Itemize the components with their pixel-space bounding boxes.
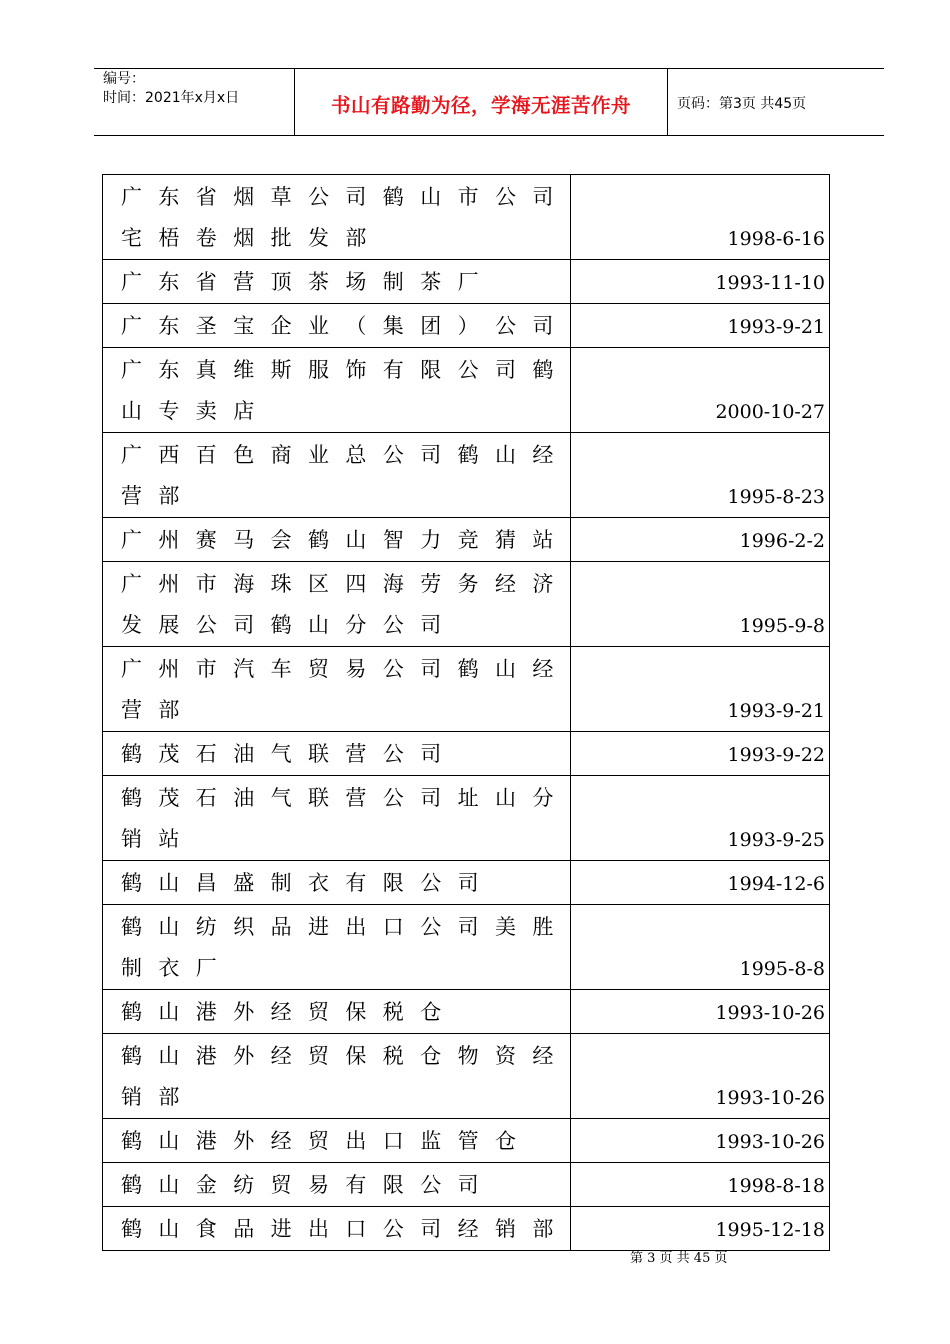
date-cell bbox=[570, 562, 829, 647]
page-footer: 第 3 页 共 45 页 bbox=[630, 1251, 728, 1266]
company-name-cell bbox=[103, 732, 571, 776]
company-table bbox=[102, 174, 830, 1251]
table-row bbox=[103, 518, 830, 562]
company-name-cell bbox=[103, 304, 571, 348]
date-cell bbox=[570, 732, 829, 776]
header-meta bbox=[103, 70, 239, 108]
company-name-cell bbox=[103, 647, 571, 732]
company-name-cell bbox=[103, 1207, 571, 1251]
table-row bbox=[103, 260, 830, 304]
registration-date: 1993-11-10 bbox=[715, 272, 825, 294]
date-cell bbox=[570, 1119, 829, 1163]
table-row bbox=[103, 1119, 830, 1163]
registration-date: 1993-10-26 bbox=[715, 1131, 825, 1153]
company-name-line: 鹤山港外经贸出口监管仓 bbox=[121, 1129, 533, 1153]
date-cell bbox=[570, 647, 829, 732]
date-cell bbox=[570, 990, 829, 1034]
table-row bbox=[103, 905, 830, 990]
table-row bbox=[103, 175, 830, 260]
company-name-line: 山专卖店 bbox=[121, 399, 271, 423]
company-name-line: 宅梧卷烟批发部 bbox=[121, 226, 383, 250]
header-page-info: 页码：第3页 共45页 bbox=[677, 96, 807, 112]
table-row bbox=[103, 861, 830, 905]
date-cell bbox=[570, 861, 829, 905]
table-row bbox=[103, 1207, 830, 1251]
table-row bbox=[103, 647, 830, 732]
company-name-cell bbox=[103, 990, 571, 1034]
header-time-label: 时间：2021年x月x日 bbox=[103, 90, 240, 106]
company-name-line: 鹤山昌盛制衣有限公司 bbox=[121, 871, 495, 895]
company-table-body bbox=[103, 175, 830, 1251]
company-name-line: 广东省营顶茶场制茶厂 bbox=[121, 270, 495, 294]
company-name-line: 广东圣宝企业（集团）公司 bbox=[121, 314, 570, 338]
company-name-line: 销站 bbox=[121, 827, 196, 851]
header-code-label: 编号： bbox=[103, 71, 145, 87]
date-cell bbox=[570, 1163, 829, 1207]
company-name-line: 广州赛马会鹤山智力竞猜站 bbox=[121, 528, 570, 552]
date-cell bbox=[570, 1207, 829, 1251]
registration-date: 1998-6-16 bbox=[727, 228, 825, 250]
company-name-cell bbox=[103, 518, 571, 562]
company-name-line: 营部 bbox=[121, 698, 196, 722]
company-name-line: 发展公司鹤山分公司 bbox=[121, 613, 458, 637]
registration-date: 1993-9-21 bbox=[727, 316, 825, 338]
registration-date: 1995-8-8 bbox=[739, 958, 825, 980]
registration-date: 1993-10-26 bbox=[715, 1087, 825, 1109]
company-name-cell bbox=[103, 776, 571, 861]
date-cell bbox=[570, 905, 829, 990]
registration-date: 1994-12-6 bbox=[727, 873, 825, 895]
company-name-cell bbox=[103, 433, 571, 518]
company-name-cell bbox=[103, 260, 571, 304]
table-row bbox=[103, 776, 830, 861]
registration-date: 1996-2-2 bbox=[739, 530, 825, 552]
registration-date: 2000-10-27 bbox=[715, 401, 825, 423]
registration-date: 1995-12-18 bbox=[715, 1219, 825, 1241]
company-name-line: 鹤山食品进出口公司经销部 bbox=[121, 1217, 570, 1241]
registration-date: 1993-9-25 bbox=[727, 829, 825, 851]
company-name-cell bbox=[103, 1163, 571, 1207]
company-name-line: 广东真维斯服饰有限公司鹤 bbox=[121, 358, 570, 382]
company-name-cell bbox=[103, 1119, 571, 1163]
company-name-line: 鹤茂石油气联营公司 bbox=[121, 742, 458, 766]
company-name-line: 广东省烟草公司鹤山市公司 bbox=[121, 185, 570, 209]
date-cell bbox=[570, 175, 829, 260]
date-cell bbox=[570, 304, 829, 348]
company-name-cell bbox=[103, 175, 571, 260]
table-row bbox=[103, 348, 830, 433]
company-name-line: 鹤山港外经贸保税仓 bbox=[121, 1000, 458, 1024]
table-row bbox=[103, 732, 830, 776]
registration-date: 1995-8-23 bbox=[727, 486, 825, 508]
company-name-cell bbox=[103, 562, 571, 647]
registration-date: 1995-9-8 bbox=[739, 615, 825, 637]
company-name-line: 营部 bbox=[121, 484, 196, 508]
table-row bbox=[103, 304, 830, 348]
date-cell bbox=[570, 348, 829, 433]
date-cell bbox=[570, 433, 829, 518]
registration-date: 1993-10-26 bbox=[715, 1002, 825, 1024]
company-name-line: 鹤山纺织品进出口公司美胜 bbox=[121, 915, 570, 939]
registration-date: 1998-8-18 bbox=[727, 1175, 825, 1197]
table-row bbox=[103, 433, 830, 518]
date-cell bbox=[570, 260, 829, 304]
table-row bbox=[103, 562, 830, 647]
company-name-line: 销部 bbox=[121, 1085, 196, 1109]
company-name-line: 鹤山金纺贸易有限公司 bbox=[121, 1173, 495, 1197]
date-cell bbox=[570, 776, 829, 861]
registration-date: 1993-9-21 bbox=[727, 700, 825, 722]
company-name-line: 广州市海珠区四海劳务经济 bbox=[121, 572, 570, 596]
registration-date: 1993-9-22 bbox=[727, 744, 825, 766]
company-name-cell bbox=[103, 905, 571, 990]
company-name-line: 广州市汽车贸易公司鹤山经 bbox=[121, 657, 570, 681]
header-divider-right bbox=[667, 68, 668, 136]
table-row bbox=[103, 1163, 830, 1207]
header-motto: 书山有路勤为径，学海无涯苦作舟 bbox=[330, 94, 631, 117]
company-name-line: 制衣厂 bbox=[121, 956, 234, 980]
table-row bbox=[103, 990, 830, 1034]
company-name-cell bbox=[103, 348, 571, 433]
company-name-line: 广西百色商业总公司鹤山经 bbox=[121, 443, 570, 467]
company-name-cell bbox=[103, 1034, 571, 1119]
table-row bbox=[103, 1034, 830, 1119]
company-name-cell bbox=[103, 861, 571, 905]
company-name-line: 鹤山港外经贸保税仓物资经 bbox=[121, 1044, 570, 1068]
date-cell bbox=[570, 1034, 829, 1119]
company-name-line: 鹤茂石油气联营公司址山分 bbox=[121, 786, 570, 810]
date-cell bbox=[570, 518, 829, 562]
